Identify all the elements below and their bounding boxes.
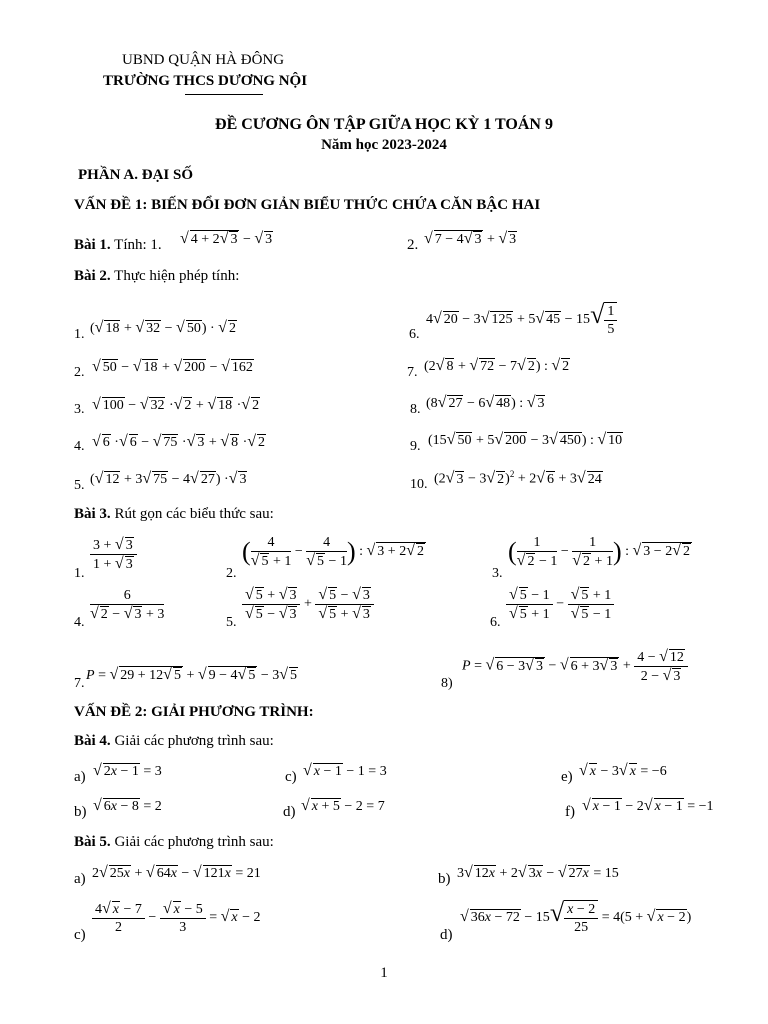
bai3-expr6: $\frac{√ 5 - 1}{√ 5 + 1}$ − $\frac{√ 5 + 1}{√ 5 - 1}$ <box>506 586 614 623</box>
bai4-item-label: a) <box>74 769 86 785</box>
bai1-num1: 1. <box>150 237 162 253</box>
bai1-text: Tính: <box>114 237 147 253</box>
bai2-expr5: (√ 12 + 3√ 75 − 4√ 27) ·√ 3 <box>90 470 247 487</box>
bai4-item-label: e) <box>561 769 573 785</box>
bai1-label: Bài 1. <box>74 237 111 253</box>
bai2-text: Thực hiện phép tính: <box>114 268 240 284</box>
bai3-num: 7. <box>74 676 85 691</box>
bai5-item-label: b) <box>438 871 451 887</box>
bai3-label: Bài 3. <box>74 506 111 522</box>
bai3-num: 6. <box>490 615 501 630</box>
topic2-heading: VẤN ĐỀ 2: GIẢI PHƯƠNG TRÌNH: <box>74 704 314 720</box>
bai5-label: Bài 5. <box>74 834 111 850</box>
topic1-heading: VẤN ĐỀ 1: BIẾN ĐỔI ĐƠN GIẢN BIỂU THỨC CHỨA CĂN BẬC HAI <box>74 197 541 213</box>
bai2-heading <box>74 268 239 285</box>
bai4-item-label: d) <box>283 804 296 820</box>
bai2-expr4: √ 6 ·√ 6 − √ 75 ·√ 3 + √ 8 ·√ 2 <box>92 433 266 450</box>
bai4-eq-b: √ 6x − 8 = 2 <box>93 797 162 814</box>
bai2-expr7: (2√ 8 + √ 72 − 7√ 2) : √ 2 <box>424 357 570 374</box>
bai2-num: 9. <box>410 439 421 454</box>
bai5-eq-c: $\frac{4√ x - 7}{2}$ − $\frac{√ x - 5}{3}$ = √ x − 2 <box>92 900 261 936</box>
bai3-expr4: $\frac{6}{√ 2 - √ 3 + 3}$ <box>90 588 165 622</box>
bai2-expr9: (15√ 50 + 5√ 200 − 3√ 450) : √ 10 <box>428 431 623 448</box>
bai5-item-label: a) <box>74 871 86 887</box>
bai4-item-label: c) <box>285 769 297 785</box>
bai3-num: 1. <box>74 566 85 581</box>
bai5-eq-d: √ 36x − 72 − 15√ $\frac{x - 2}{25}$ = 4(5 + √ x − 2) <box>460 898 692 935</box>
bai3-num: 4. <box>74 615 85 630</box>
bai3-num: 8) <box>441 676 453 691</box>
header-underline <box>185 94 263 95</box>
bai4-eq-f: √ x − 1 − 2√ x − 1 = −1 <box>582 797 714 814</box>
bai3-expr8: P = √ 6 − 3√ 3 − √ 6 + 3√ 3 + $\frac{4 - √ 12}{2 - √ 3}$ <box>462 648 688 685</box>
part-a-heading: PHẦN A. ĐẠI SỐ <box>78 167 194 183</box>
bai4-label: Bài 4. <box>74 733 111 749</box>
bai2-label: Bài 2. <box>74 268 111 284</box>
bai2-num: 7. <box>407 365 418 380</box>
bai5-text: Giải các phương trình sau: <box>114 834 274 850</box>
bai2-num: 6. <box>409 327 420 342</box>
bai3-expr1: $\frac{3 + √ 3}{1 + √ 3}$ <box>90 536 137 573</box>
bai1-expr2: √ 7 − 4√ 3 + √ 3 <box>424 230 517 247</box>
bai4-item-label: f) <box>565 804 575 820</box>
bai2-expr3: √ 100 − √ 32 ·√ 2 + √ 18 ·√ 2 <box>92 396 260 413</box>
bai5-eq-a: 2√ 25x + √ 64x − √ 121x = 21 <box>92 864 261 881</box>
bai3-text: Rút gọn các biểu thức sau: <box>114 506 274 522</box>
bai2-num: 3. <box>74 402 85 417</box>
bai5-heading <box>74 834 274 851</box>
bai2-num: 4. <box>74 439 85 454</box>
bai5-item-label: c) <box>74 927 86 943</box>
bai1-heading <box>74 237 162 254</box>
bai2-num: 5. <box>74 478 85 493</box>
page-number: 1 <box>380 965 388 981</box>
school-year: Năm học 2023-2024 <box>321 137 447 153</box>
bai3-num: 2. <box>226 566 237 581</box>
bai2-num: 1. <box>74 327 85 342</box>
bai2-num: 10. <box>410 477 428 492</box>
bai2-expr6: 4√ 20 − 3√ 125 + 5√ 45 − 15√ $\frac{1}{5}$ <box>426 300 617 338</box>
bai2-expr8: (8√ 27 − 6√ 48) : √ 3 <box>426 394 545 411</box>
bai1-expr1: √ 4 + 2√ 3 − √ 3 <box>180 230 273 247</box>
bai4-eq-c: √ x − 1 − 1 = 3 <box>303 762 387 779</box>
bai3-expr7: P = √ 29 + 12√ 5 + √ 9 − 4√ 5 − 3√ 5 <box>86 666 297 683</box>
bai2-expr1: (√ 18 + √ 32 − √ 50) · √ 2 <box>90 319 236 336</box>
bai3-expr2: ( $\frac{4}{√ 5 + 1}$ − $\frac{4}{√ 5 - 1}$ ) : √ 3 + 2√ 2 <box>242 535 424 569</box>
bai2-expr10: (2√ 3 − 3√ 2)$^2$ + 2√ 6 + 3√ 24 <box>434 469 602 487</box>
bai3-num: 3. <box>492 566 503 581</box>
bai4-item-label: b) <box>74 804 87 820</box>
bai4-eq-e: √ x − 3√ x = −6 <box>579 762 667 779</box>
bai2-num: 8. <box>410 402 421 417</box>
bai3-expr3: ( $\frac{1}{√ 2 - 1}$ − $\frac{1}{√ 2 + 1}$ ) : √ 3 − 2√ 2 <box>508 535 690 569</box>
bai3-heading <box>74 506 274 523</box>
bai1-num2: 2. <box>407 237 419 253</box>
bai4-heading <box>74 733 274 750</box>
bai3-num: 5. <box>226 615 237 630</box>
document-title: ĐỀ CƯƠNG ÔN TẬP GIỮA HỌC KỲ 1 TOÁN 9 <box>215 116 553 133</box>
bai4-eq-a: √ 2x − 1 = 3 <box>93 762 162 779</box>
bai4-eq-d: √ x + 5 − 2 = 7 <box>301 797 385 814</box>
bai4-text: Giải các phương trình sau: <box>114 733 274 749</box>
bai5-item-label: d) <box>440 927 453 943</box>
school-name: TRƯỜNG THCS DƯƠNG NỘI <box>103 73 308 89</box>
bai5-eq-b: 3√ 12x + 2√ 3x − √ 27x = 15 <box>457 864 619 881</box>
bai2-expr2: √ 50 − √ 18 + √ 200 − √ 162 <box>92 358 253 375</box>
bai3-expr5: $\frac{√ 5 + √ 3}{√ 5 - √ 3}$ + $\frac{√ 5 - √ 3}{√ 5 + √ 3}$ <box>242 586 374 623</box>
district-name: UBND QUẬN HÀ ĐÔNG <box>122 52 285 68</box>
bai2-num: 2. <box>74 365 85 380</box>
